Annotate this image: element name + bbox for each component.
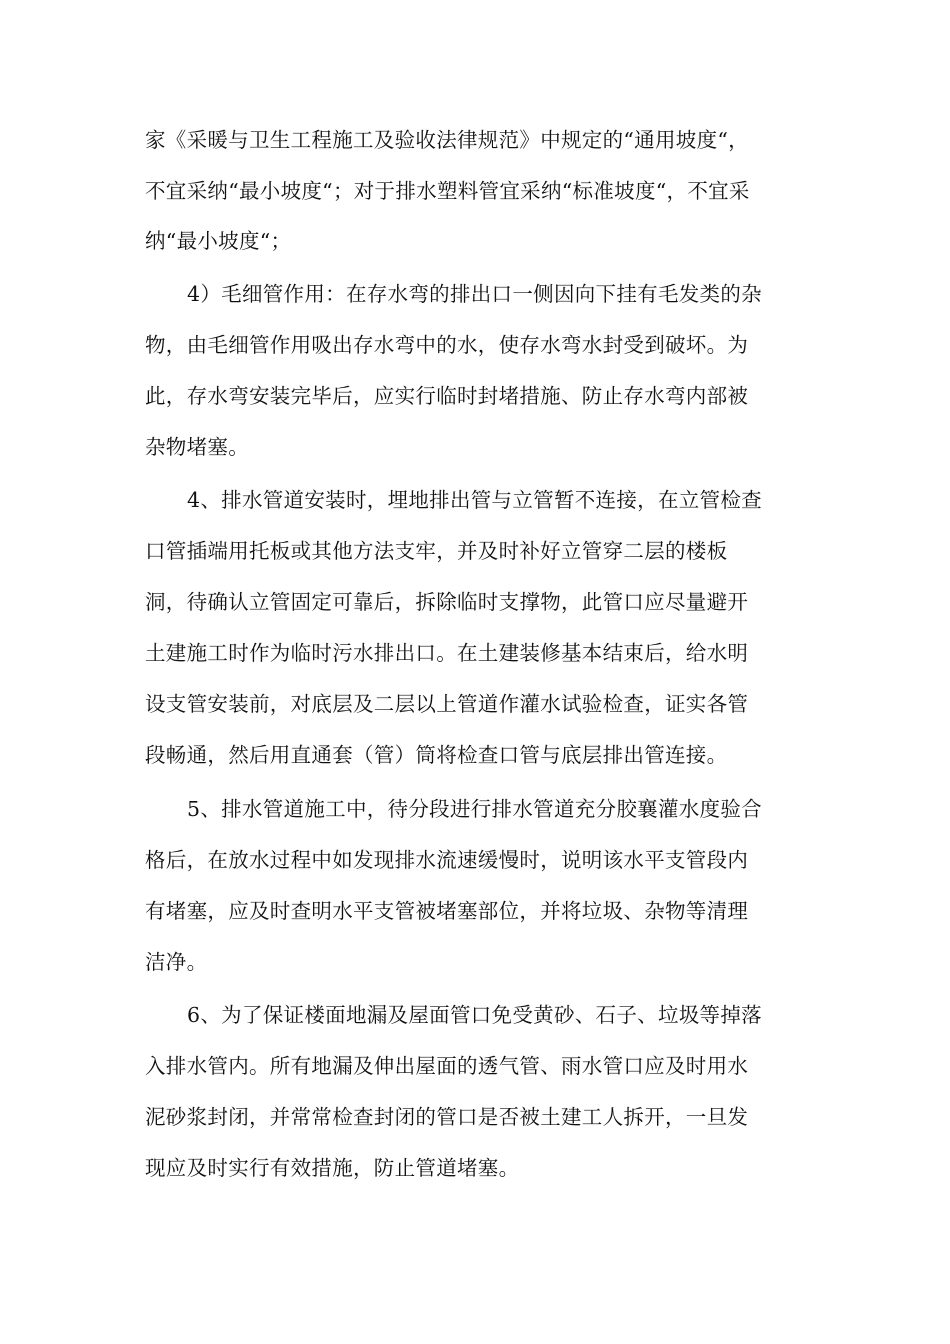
text-line: 口管插端用托板或其他方法支牢，并及时补好立管穿二层的楼板 (145, 539, 728, 563)
text-line: 此，存水弯安装完毕后，应实行临时封堵措施、防止存水弯内部被 (145, 384, 749, 408)
text-line: 段畅通，然后用直通套（管）筒将检查口管与底层排出管连接。 (145, 743, 728, 767)
text-line: 纳“最小坡度“； (145, 229, 292, 253)
paragraph-first-line: 6、为了保证楼面地漏及屋面管口免受黄砂、石子、垃圾等掉落 (187, 1003, 762, 1027)
text-line: 杂物堵塞。 (145, 435, 249, 459)
text-line: 洁净。 (145, 950, 208, 974)
paragraph-first-line: 4）毛细管作用：在存水弯的排出口一侧因向下挂有毛发类的杂 (187, 282, 762, 306)
text-line: 设支管安装前，对底层及二层以上管道作灌水试验检查，证实各管 (145, 692, 749, 716)
text-line: 洞，待确认立管固定可靠后，拆除临时支撑物，此管口应尽量避开 (145, 590, 749, 614)
paragraph-first-line: 4、排水管道安装时，埋地排出管与立管暂不连接，在立管检查 (187, 488, 762, 512)
text-line: 土建施工时作为临时污水排出口。在土建装修基本结束后，给水明 (145, 641, 749, 665)
text-line: 泥砂浆封闭，并常常检查封闭的管口是否被土建工人拆开，一旦发 (145, 1105, 749, 1129)
text-line: 不宜采纳“最小坡度“；对于排水塑料管宜采纳“标准坡度“，不宜采 (145, 179, 750, 203)
text-line: 格后，在放水过程中如发现排水流速缓慢时，说明该水平支管段内 (145, 848, 749, 872)
text-line: 入排水管内。所有地漏及伸出屋面的透气管、雨水管口应及时用水 (145, 1054, 749, 1078)
text-line: 现应及时实行有效措施，防止管道堵塞。 (145, 1156, 520, 1180)
text-line: 物，由毛细管作用吸出存水弯中的水，使存水弯水封受到破坏。为 (145, 333, 749, 357)
paragraph-first-line: 5、排水管道施工中，待分段进行排水管道充分胶襄灌水度验合 (187, 797, 762, 821)
text-line: 有堵塞，应及时查明水平支管被堵塞部位，并将垃圾、杂物等清理 (145, 899, 749, 923)
text-line: 家《采暖与卫生工程施工及验收法律规范》中规定的“通用坡度“， (145, 128, 749, 152)
